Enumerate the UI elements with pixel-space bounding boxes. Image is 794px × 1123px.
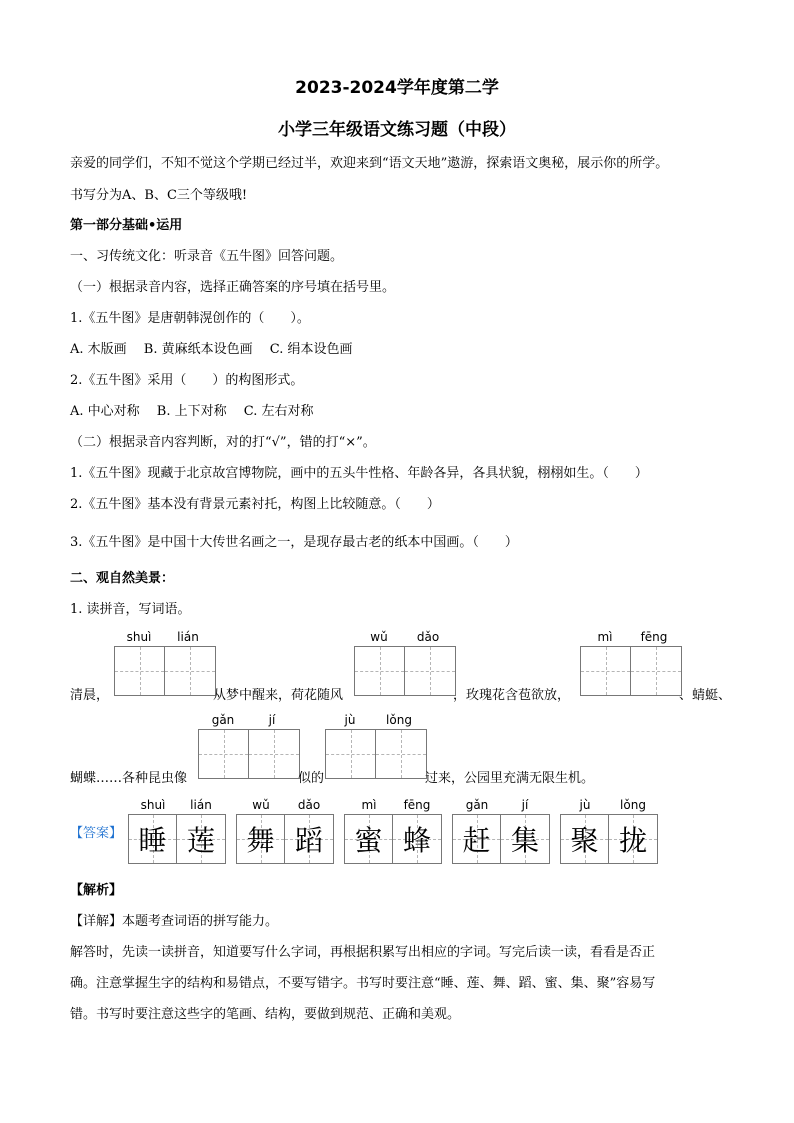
section-heading: 二、观自然美景：: [70, 571, 175, 586]
page-subtitle: 小学三年级语文练习题（中段）: [278, 120, 516, 140]
pinyin-label: lián: [190, 798, 212, 812]
part-heading: 第一部分基础•运用: [70, 218, 183, 233]
judge-question: 1.《五牛图》现藏于北京故宫博物院，画中的五头牛性格、年龄各异，各具状貌，栩栩如生。（ ）: [70, 466, 648, 481]
pinyin-label: jù: [579, 798, 591, 812]
sentence-text: 、蜻蜓、: [679, 688, 732, 703]
writing-cell[interactable]: [249, 730, 299, 778]
writing-box[interactable]: [325, 729, 427, 779]
judge-question: 2.《五牛图》基本没有背景元素衬托，构图上比较随意。（ ）: [70, 497, 440, 512]
sentence-text: 似的: [298, 771, 325, 786]
pinyin-label: mì: [361, 798, 377, 812]
pinyin-label: lǒng: [386, 713, 412, 727]
writing-cell[interactable]: [581, 647, 631, 695]
pinyin-label: fēng: [403, 798, 431, 812]
page-title: 2023-2024学年度第二学: [295, 78, 499, 98]
question: 1. 读拼音，写词语。: [70, 602, 191, 617]
subsection-heading: （一）根据录音内容，选择正确答案的序号填在括号里。: [70, 280, 396, 295]
sentence-text: 从梦中醒来，荷花随风: [213, 688, 344, 703]
answer-char: 舞: [246, 824, 275, 857]
pinyin-label: gǎn: [211, 713, 235, 727]
answer-char: 集: [510, 824, 539, 857]
analysis-detail: 【详解】本题考查词语的拼写能力。: [70, 914, 279, 929]
subsection-heading: （二）根据录音内容判断，对的打“√”，错的打“×”。: [70, 435, 376, 450]
writing-cell[interactable]: [405, 647, 455, 695]
answer-box: [560, 814, 658, 864]
sentence-text: 清晨，: [70, 688, 110, 703]
writing-cell[interactable]: [165, 647, 215, 695]
pinyin-label: jí: [521, 798, 529, 812]
pinyin-label: mì: [597, 630, 613, 644]
answer-char: 赶: [462, 824, 491, 857]
pinyin-label: dǎo: [416, 630, 440, 644]
answer-char: 睡: [138, 824, 167, 857]
sentence-text: ，玫瑰花含苞欲放，: [453, 688, 571, 703]
answer-box: [128, 814, 226, 864]
pinyin-label: lǒng: [620, 798, 646, 812]
pinyin-label: wǔ: [370, 630, 388, 644]
sentence-text: 蝴蝶……各种昆虫像: [70, 771, 188, 786]
answer-char: 蜂: [402, 824, 431, 857]
writing-cell[interactable]: [631, 647, 681, 695]
writing-box[interactable]: [114, 646, 216, 696]
writing-box[interactable]: [580, 646, 682, 696]
answer-char: 蹈: [294, 824, 323, 857]
analysis-text: 确。注意掌握生字的结构和易错点，不要写错字。书写时要注意“睡、莲、舞、蹈、蜜、集、聚”容易写: [70, 976, 656, 991]
judge-question: 3.《五牛图》是中国十大传世名画之一，是现存最古老的纸本中国画。（ ）: [70, 535, 518, 550]
pinyin-label: shuì: [140, 798, 166, 812]
writing-cell[interactable]: [376, 730, 426, 778]
pinyin-label: wǔ: [252, 798, 270, 812]
options: A. 中心对称 B. 上下对称 C. 左右对称: [70, 404, 314, 419]
answer-char: 拢: [618, 824, 647, 857]
question: 2.《五牛图》采用（ ）的构图形式。: [70, 373, 304, 388]
writing-cell[interactable]: [355, 647, 405, 695]
pinyin-label: jí: [268, 713, 276, 727]
writing-box[interactable]: [198, 729, 300, 779]
pinyin-label: jù: [344, 713, 356, 727]
answer-char: 聚: [570, 824, 599, 857]
pinyin-label: shuì: [126, 630, 152, 644]
writing-cell[interactable]: [115, 647, 165, 695]
pinyin-label: lián: [177, 630, 199, 644]
intro-text: 书写分为A、B、C三个等级哦!: [70, 188, 248, 203]
pinyin-label: dǎo: [297, 798, 321, 812]
answer-box: [236, 814, 334, 864]
analysis-label: 【解析】: [70, 883, 123, 898]
pinyin-label: gǎn: [465, 798, 489, 812]
sentence-text: 过来，公园里充满无限生机。: [425, 771, 595, 786]
answer-label: 【答案】: [70, 826, 123, 841]
section-heading: 一、习传统文化：听录音《五牛图》回答问题。: [70, 249, 344, 264]
answer-box: [344, 814, 442, 864]
answer-box: [452, 814, 550, 864]
intro-text: 亲爱的同学们，不知不觉这个学期已经过半，欢迎来到“语文天地”遨游，探索语文奥秘，展示你的所学。: [70, 156, 669, 171]
analysis-text: 错。书写时要注意这些字的笔画、结构，要做到规范、正确和美观。: [70, 1007, 461, 1022]
answer-char: 莲: [186, 824, 215, 857]
analysis-text: 解答时，先读一读拼音，知道要写什么字词，再根据积累写出相应的字词。写完后读一读，看看是否正: [70, 945, 656, 960]
writing-box[interactable]: [354, 646, 456, 696]
question: 1.《五牛图》是唐朝韩滉创作的（ ）。: [70, 311, 310, 326]
writing-cell[interactable]: [326, 730, 376, 778]
options: A. 木版画 B. 黄麻纸本设色画 C. 绢本设色画: [70, 342, 353, 357]
pinyin-label: fēng: [640, 630, 668, 644]
answer-char: 蜜: [354, 824, 383, 857]
writing-cell[interactable]: [199, 730, 249, 778]
